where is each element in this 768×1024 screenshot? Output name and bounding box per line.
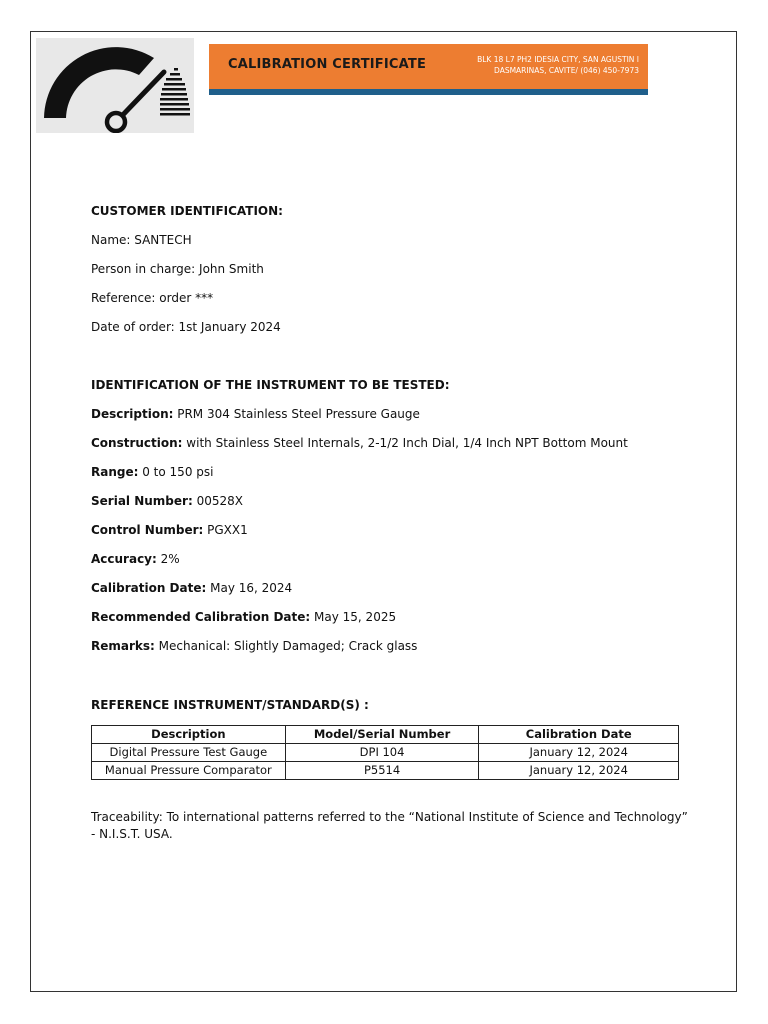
header-banner [209,44,648,89]
address-line-2: DASMARINAS, CAVITE/ (046) 450-7973 [494,66,639,75]
field-label: Accuracy: [91,552,157,566]
field-value: PGXX1 [203,523,248,537]
field-value: with Stainless Steel Internals, 2-1/2 Inch Dial, 1/4 Inch NPT Bottom Mount [182,436,628,450]
table-cell: P5514 [285,762,479,780]
instrument-description [91,406,420,422]
reference-heading: REFERENCE INSTRUMENT/STANDARD(S) : [91,698,369,712]
instrument-accuracy [91,551,180,567]
instrument-serial-number [91,493,243,509]
certificate-title: CALIBRATION CERTIFICATE [228,57,427,72]
instrument-heading: IDENTIFICATION OF THE INSTRUMENT TO BE TESTED: [91,378,450,392]
field-label: Calibration Date: [91,581,207,595]
table-cell: January 12, 2024 [479,744,679,762]
field-label: Range: [91,465,139,479]
banner-strip [209,89,648,95]
traceability-note [91,809,691,843]
reference-table [91,725,679,780]
table-cell: Digital Pressure Test Gauge [92,744,286,762]
field-label: Description: [91,407,174,421]
customer-name: Name: SANTECH [91,233,192,247]
customer-heading: CUSTOMER IDENTIFICATION: [91,204,283,218]
table-row [92,762,679,780]
table-row [92,744,679,762]
customer-order-date: Date of order: 1st January 2024 [91,320,281,334]
table-cell: DPI 104 [285,744,479,762]
field-label: Construction: [91,436,183,450]
address-line-1: BLK 18 L7 PH2 IDESIA CITY, SAN AGUSTIN I [477,55,639,64]
field-value: 0 to 150 psi [138,465,214,479]
field-value: 2% [156,552,180,566]
customer-reference: Reference: order *** [91,291,214,305]
instrument-construction [91,435,628,451]
field-value: May 16, 2024 [206,581,293,595]
field-value: PRM 304 Stainless Steel Pressure Gauge [173,407,420,421]
instrument-range [91,464,213,480]
customer-person: Person in charge: John Smith [91,262,264,276]
column-header: Model/Serial Number [285,726,479,744]
field-value: May 15, 2025 [310,610,397,624]
table-cell: Manual Pressure Comparator [92,762,286,780]
field-value: Mechanical: Slightly Damaged; Crack glass [154,639,418,653]
field-label: Serial Number: [91,494,193,508]
instrument-recommended-date [91,609,396,625]
column-header: Description [92,726,286,744]
instrument-control-number [91,522,248,538]
company-address [477,54,639,76]
page-border [30,31,737,992]
traceability-line-1: Traceability: To international patterns referred to the “National Institute of Science and Technology” [91,810,688,824]
field-label: Remarks: [91,639,155,653]
column-header: Calibration Date [479,726,679,744]
table-cell: January 12, 2024 [479,762,679,780]
instrument-remarks [91,638,417,654]
traceability-line-2: - N.I.S.T. USA. [91,827,173,841]
instrument-calibration-date [91,580,292,596]
field-value: 00528X [192,494,243,508]
logo [36,38,194,133]
field-label: Control Number: [91,523,204,537]
table-header-row [92,726,679,744]
field-label: Recommended Calibration Date: [91,610,311,624]
gauge-icon [36,38,194,133]
